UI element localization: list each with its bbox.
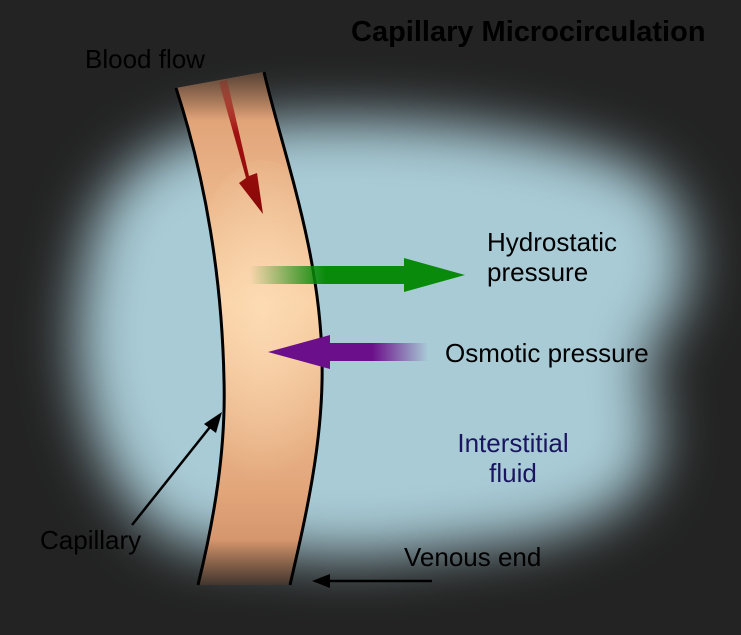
hydrostatic-label-line2: pressure	[487, 257, 589, 287]
osmotic-pressure-label: Osmotic pressure	[445, 338, 649, 368]
blood-flow-label: Blood flow	[85, 44, 205, 74]
interstitial-fluid-label-line1: Interstitial	[457, 428, 569, 458]
hydrostatic-label-line1: Hydrostatic	[487, 227, 618, 257]
venous-end-pointer	[312, 574, 432, 588]
interstitial-fluid-label-line2: fluid	[489, 458, 537, 488]
capillary-label: Capillary	[40, 525, 142, 555]
diagram-title: Capillary Microcirculation	[351, 16, 706, 48]
venous-end-label: Venous end	[404, 542, 542, 572]
